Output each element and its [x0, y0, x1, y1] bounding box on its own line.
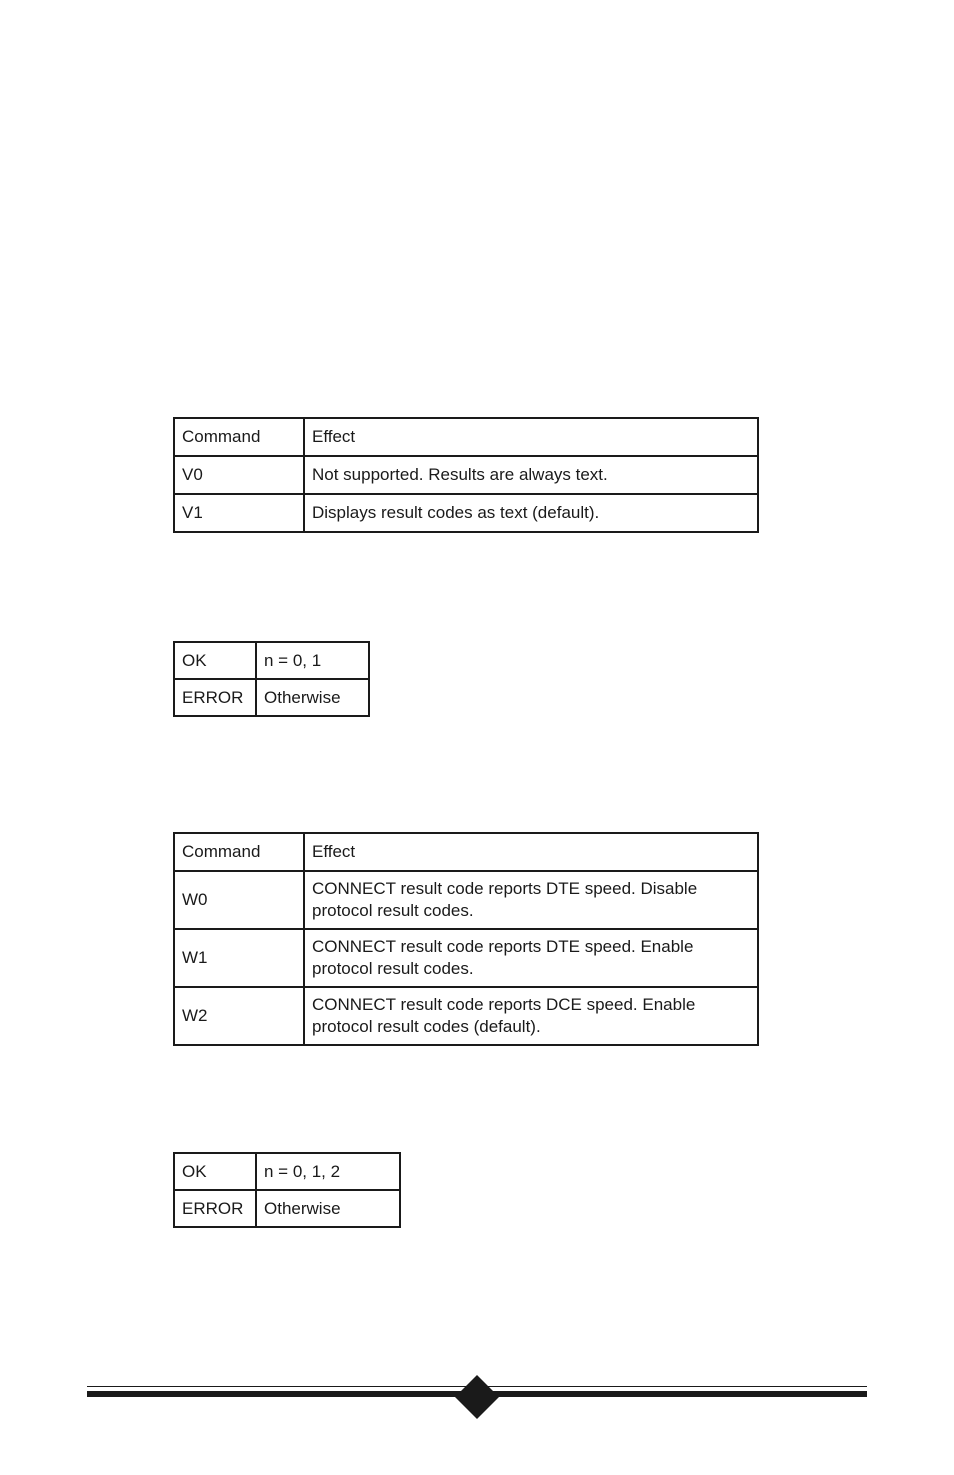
- effect-line: CONNECT result code reports DTE speed. Disable: [312, 879, 698, 898]
- effect-line: protocol result codes.: [312, 901, 474, 920]
- header-effect: Effect: [304, 418, 758, 456]
- result-code-cell: ERROR: [174, 1190, 256, 1227]
- effect-line: protocol result codes.: [312, 959, 474, 978]
- effect-line: protocol result codes (default).: [312, 1017, 541, 1036]
- condition-cell: Otherwise: [256, 1190, 400, 1227]
- result-code-cell: OK: [174, 642, 256, 679]
- header-command: Command: [174, 418, 304, 456]
- header-command: Command: [174, 833, 304, 871]
- effect-line: CONNECT result code reports DTE speed. Enable: [312, 937, 694, 956]
- command-cell: V1: [174, 494, 304, 532]
- command-cell: V0: [174, 456, 304, 494]
- result-code-cell: ERROR: [174, 679, 256, 716]
- condition-cell: Otherwise: [256, 679, 369, 716]
- command-cell: W0: [174, 871, 304, 929]
- condition-cell: n = 0, 1, 2: [256, 1153, 400, 1190]
- footer-diamond-icon: [455, 1375, 499, 1419]
- header-effect: Effect: [304, 833, 758, 871]
- effect-cell: Displays result codes as text (default).: [304, 494, 758, 532]
- command-cell: W1: [174, 929, 304, 987]
- condition-cell: n = 0, 1: [256, 642, 369, 679]
- result-code-cell: OK: [174, 1153, 256, 1190]
- effect-line: CONNECT result code reports DCE speed. Enable: [312, 995, 696, 1014]
- effect-cell: Not supported. Results are always text.: [304, 456, 758, 494]
- command-cell: W2: [174, 987, 304, 1045]
